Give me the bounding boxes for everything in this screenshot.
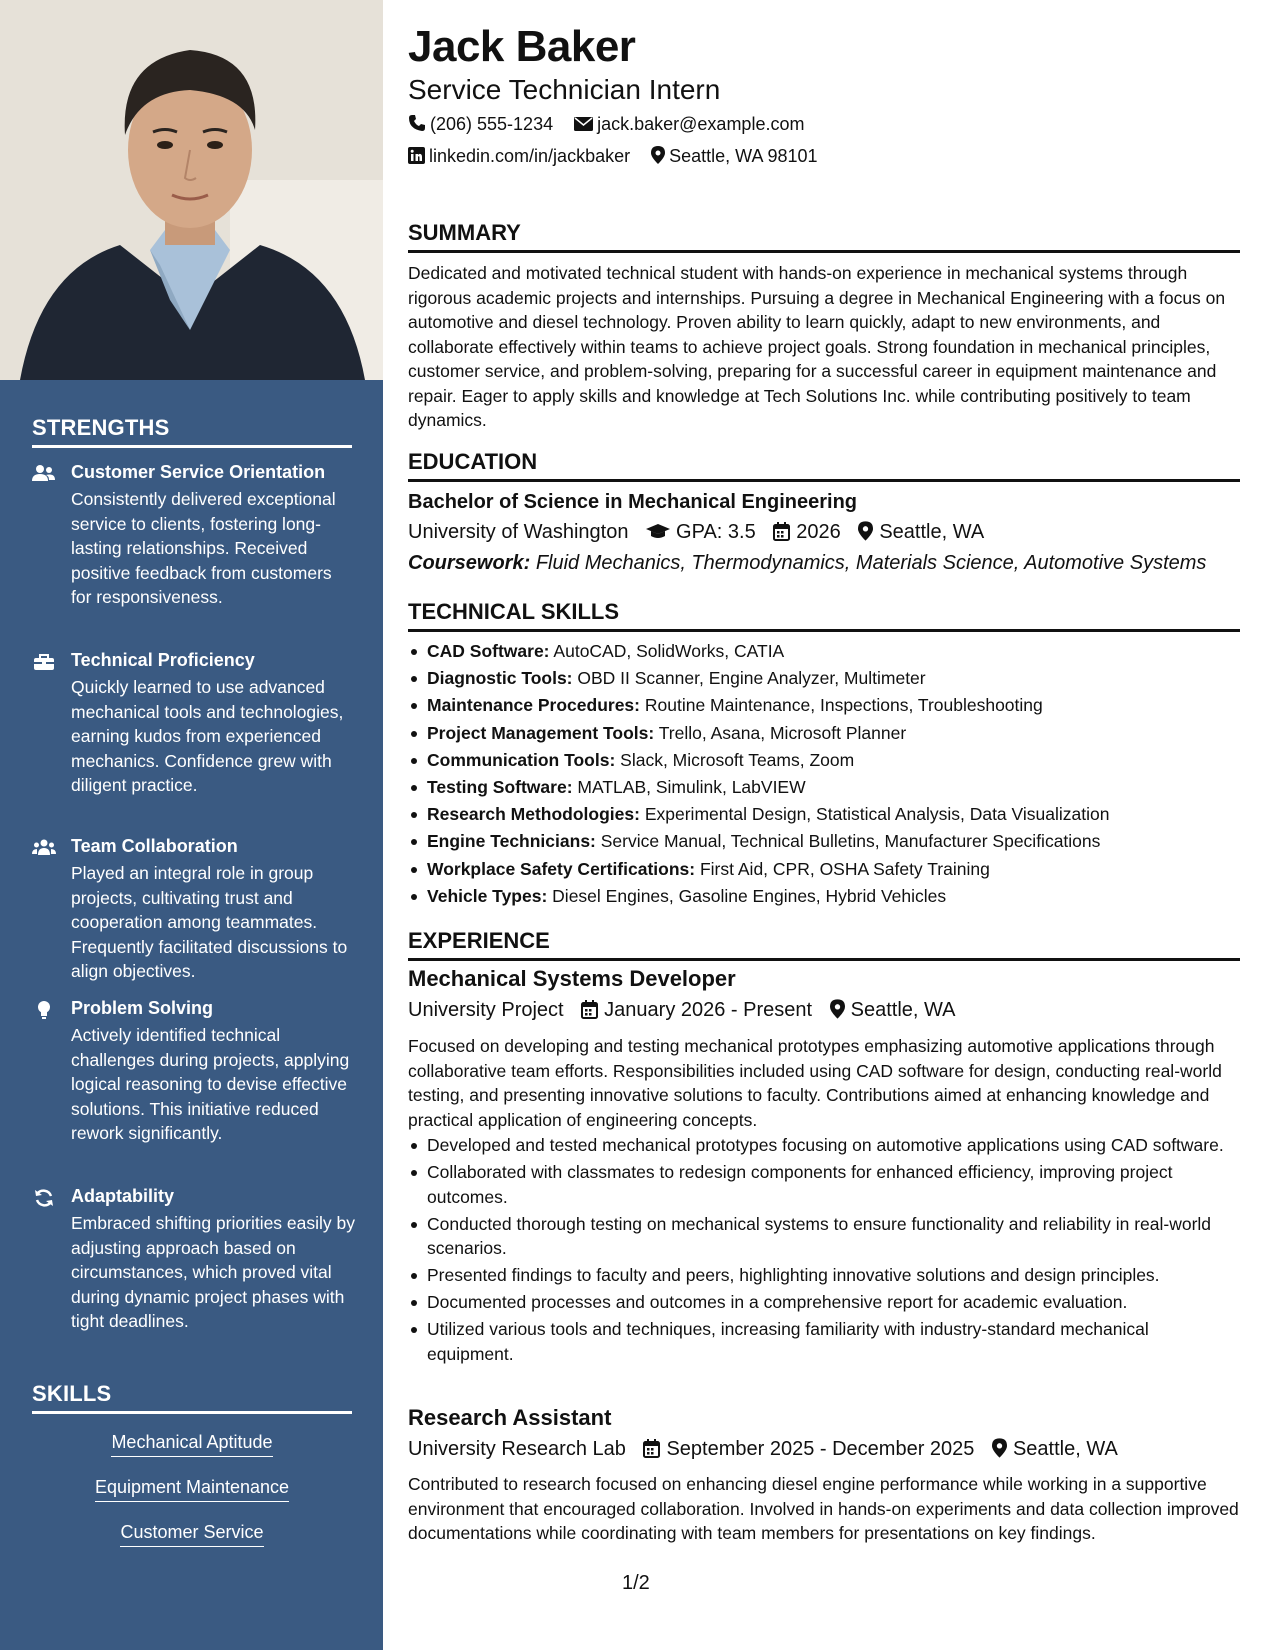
strength-description: Quickly learned to use advanced mechanical tools and technologies, earning kudos from experienced mechanics. Confidence grew with diligent practice. [71,677,344,795]
users-icon [32,464,56,484]
strengths-heading: STRENGTHS [32,415,352,448]
team-icon [32,838,56,858]
list-item: Workplace Safety Certifications: First Aid, CPR, OSHA Safety Training [408,856,1240,883]
contact-line-1 [408,114,820,135]
map-pin-icon [651,146,665,164]
skill-tag: Customer Service [32,1522,352,1547]
job-summary: Focused on developing and testing mechanical prototypes emphasizing automotive applications through collaborative team efforts. Responsibilities included using CAD software for design, conducting real-world testing, and presenting innovative solutions to faculty. Contributions aimed at enhancing knowledge and practical application of engineering concepts. [408,1036,1222,1130]
job-title: Research Assistant [408,1405,612,1430]
linkedin-contact[interactable]: linkedin.com/in/jackbaker [408,146,630,167]
list-item: Conducted thorough testing on mechanical systems to ensure functionality and reliability in real-world scenarios. [408,1212,1240,1261]
gpa-item: GPA: 3.5 [646,521,756,544]
candidate-role: Service Technician Intern [408,74,721,105]
list-item: Vehicle Types: Diesel Engines, Gasoline Engines, Hybrid Vehicles [408,883,1240,910]
list-item: Collaborated with classmates to redesign components for enhanced efficiency, improving project outcomes. [408,1160,1240,1209]
phone-contact: (206) 555-1234 [408,114,553,135]
strength-description: Actively identified technical challenges during projects, applying logical reasoning to devise effective solutions. This initiative reduced rework significantly. [71,1025,350,1143]
skills-heading: SKILLS [32,1381,352,1414]
list-item: Presented findings to faculty and peers, highlighting innovative solutions and design principles. [408,1263,1240,1288]
job-meta: University Research Lab September 2025 - December 2025 Seattle, WA [408,1438,1118,1460]
summary-heading: SUMMARY [408,220,1240,253]
edu-location-item: Seattle, WA [858,521,984,544]
page-number: 1/2 [622,1572,650,1594]
education-heading: EDUCATION [408,449,1240,482]
sidebar [0,0,383,1650]
job-summary: Contributed to research focused on enhancing diesel engine performance while working in a supportive environment that encouraged collaboration. Involved in hands-on experiments and data collection improved documentations while coordinating with team members for presentations on key findings. [408,1474,1239,1543]
envelope-icon [574,116,593,132]
job-title: Mechanical Systems Developer [408,966,736,991]
list-item: Engine Technicians: Service Manual, Technical Bulletins, Manufacturer Specifications [408,828,1240,855]
skill-tag: Mechanical Aptitude [32,1432,352,1457]
technical-skills-heading: TECHNICAL SKILLS [408,599,1240,632]
email-contact[interactable]: jack.baker@example.com [574,114,804,135]
skill-tag: Equipment Maintenance [32,1477,352,1502]
list-item: Project Management Tools: Trello, Asana, Microsoft Planner [408,720,1240,747]
list-item: Diagnostic Tools: OBD II Scanner, Engine Analyzer, Multimeter [408,665,1240,692]
job-location: Seattle, WA [992,1438,1118,1461]
technical-skills-list [408,638,1240,910]
contact-line-2 [408,146,834,167]
refresh-icon [32,1188,56,1208]
map-pin-icon [830,999,845,1019]
strength-title: Problem Solving [71,998,214,1018]
job-location: Seattle, WA [830,999,956,1022]
list-item: Communication Tools: Slack, Microsoft Teams, Zoom [408,747,1240,774]
strength-description: Consistently delivered exceptional service to clients, fostering long-lasting relationships. Received positive feedback from customers for responsiveness. [71,489,336,607]
experience-heading: EXPERIENCE [408,928,1240,961]
lightbulb-icon [32,1000,56,1020]
calendar-icon [581,1000,598,1019]
strength-description: Embraced shifting priorities easily by adjusting approach based on circumstances, which proved vital during dynamic project phases with tight deadlines. [71,1213,356,1331]
job-meta: University Project January 2026 - Present Seattle, WA [408,999,956,1021]
calendar-icon [773,522,790,541]
list-item: CAD Software: AutoCAD, SolidWorks, CATIA [408,638,1240,665]
calendar-icon [643,1439,660,1458]
linkedin-icon [408,147,425,164]
graduation-cap-icon [646,523,670,541]
strength-title: Technical Proficiency [71,650,255,670]
job-dates: September 2025 - December 2025 [643,1438,974,1461]
strength-title: Team Collaboration [71,836,238,856]
map-pin-icon [858,521,873,541]
list-item: Maintenance Procedures: Routine Maintenance, Inspections, Troubleshooting [408,692,1240,719]
phone-icon [408,114,426,132]
list-item: Research Methodologies: Experimental Design, Statistical Analysis, Data Visualization [408,801,1240,828]
location-contact: Seattle, WA 98101 [651,146,817,167]
strength-description: Played an integral role in group projects, cultivating trust and cooperation among teammates. Frequently facilitated discussions to align objectives. [71,863,348,981]
strength-title: Customer Service Orientation [71,462,326,482]
degree-title: Bachelor of Science in Mechanical Engineering [408,491,858,513]
education-meta: University of Washington GPA: 3.5 2026 Seattle, WA [408,521,985,543]
list-item: Documented processes and outcomes in a comprehensive report for academic evaluation. [408,1290,1240,1315]
list-item: Utilized various tools and techniques, increasing familiarity with industry-standard mechanical equipment. [408,1317,1240,1366]
list-item: Developed and tested mechanical prototypes focusing on automotive applications using CAD software. [408,1133,1240,1158]
candidate-name: Jack Baker [408,22,636,71]
summary-text: Dedicated and motivated technical student with hands-on experience in mechanical systems through rigorous academic projects and internships. Pursuing a degree in Mechanical Engineering with a focus on automotive and diesel technology. Proven ability to learn quickly, adapt to new environments, and collaborate effectively within teams to achieve project goals. Strong foundation in mechanical principles, customer service, and problem-solving, preparing for a successful career in equipment maintenance and repair. Eager to apply skills and knowledge at Tech Solutions Inc. while contributing positively to team dynamics. [408,263,1226,430]
coursework-line: Coursework: Fluid Mechanics, Thermodynamics, Materials Science, Automotive Systems [408,552,1207,574]
job-dates: January 2026 - Present [581,999,812,1022]
list-item: Testing Software: MATLAB, Simulink, LabVIEW [408,774,1240,801]
job-bullets [408,1133,1240,1369]
map-pin-icon [992,1438,1007,1458]
profile-photo [0,0,383,380]
year-item: 2026 [773,521,841,544]
toolbox-icon [32,652,56,672]
strength-title: Adaptability [71,1186,175,1206]
